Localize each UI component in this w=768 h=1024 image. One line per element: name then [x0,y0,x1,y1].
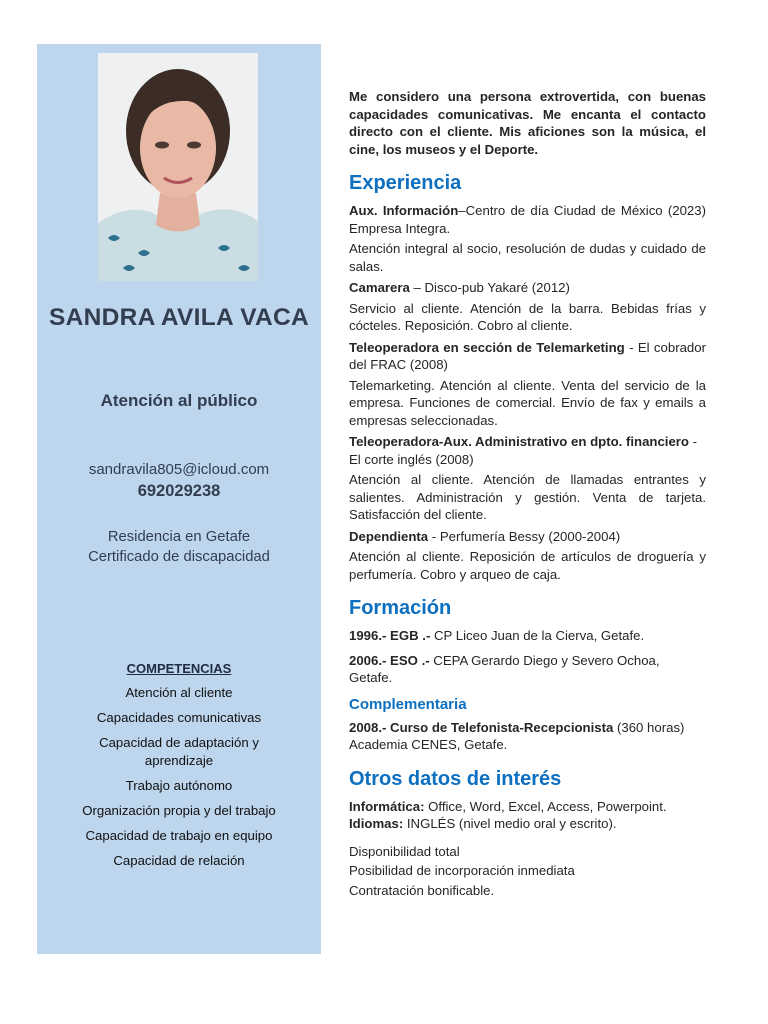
formacion-text: CEPA Gerardo Diego y Severo Ochoa, Getafe. [349,652,660,685]
competencia-item: Capacidades comunicativas [96,710,262,725]
informatica-label: Informática: [349,798,425,814]
job-role: Dependienta [349,528,429,544]
informatica-value: Office, Word, Excel, Access, Powerpoint. [424,798,667,814]
formacion-year: 1996.- EGB .- [349,628,431,643]
formacion-item [349,627,706,645]
formacion-item [349,652,706,687]
extra-item: Contratación bonificable. [349,882,495,898]
idiomas-label: Idiomas: [349,816,404,831]
competencia-item: Atención al cliente [125,685,233,700]
job-place: –Centro de día Ciudad de México (2023) Empresa Integra. [349,203,706,236]
job-entry [349,528,706,584]
competencia-item: Capacidad de trabajo en equipo [85,827,273,843]
candidate-name: SANDRA AVILA VACA [48,304,310,331]
job-role: Teleoperadora-Aux. Administrativo en dpto. financiero [349,434,689,449]
competencia-item: Capacidad de adaptación y aprendizaje [99,735,259,768]
complementaria-course: 2008.- Curso de Telefonista-Recepcionista [349,719,614,735]
job-role: Camarera [349,280,410,295]
job-description: Servicio al cliente. Atención de la barra. Bebidas frías y cócteles. Reposición. Cobro al cliente. [349,300,706,333]
intro-summary: Me considero una persona extrovertida, con buenas capacidades comunicativas. Me encanta el contacto directo con el cliente. Mis aficiones son la música, el cine, los museos y el Deporte. [349,89,706,157]
job-entry [349,433,706,524]
job-entry [349,202,706,275]
job-description: Atención al cliente. Atención de llamadas entrantes y salientes. Administración y gestión. Venta de tarjeta. Satisfacción del cliente. [349,472,706,522]
competencia-item: Organización propia y del trabajo [82,802,276,818]
residence-text: Residencia en Getafe [107,529,251,545]
job-role: Aux. Información [349,203,459,218]
extra-item: Posibilidad de incorporación inmediata [349,863,575,878]
complementaria-text: (360 horas) Academia CENES, Getafe. [349,719,685,752]
job-header [349,433,706,468]
main-content [349,88,706,900]
experiencia-heading: Experiencia [349,172,462,194]
job-header [349,528,706,546]
residence-info [37,527,321,567]
idiomas-line [349,815,706,833]
complementaria-heading: Complementaria [349,695,467,713]
job-header [349,279,706,297]
competencias-heading: COMPETENCIAS [126,661,232,676]
certificate-text: Certificado de discapacidad [88,549,270,565]
job-entry [349,279,706,335]
phone-number: 692029238 [137,482,221,500]
sidebar [37,44,321,954]
job-place: - El corte inglés (2008) [349,434,698,467]
formacion-text: CP Liceo Juan de la Cierva, Getafe. [430,628,645,643]
job-description: Atención integral al socio, resolución de dudas y cuidado de salas. [349,241,706,274]
job-header [349,339,706,374]
job-place: – Disco-pub Yakaré (2012) [409,280,570,295]
complementaria-item [349,719,706,754]
formacion-year: 2006.- ESO .- [349,652,430,668]
job-header [349,202,706,237]
formacion-heading: Formación [349,597,452,619]
job-description: Telemarketing. Atención al cliente. Venta del servicio de la empresa. Funciones de comercial. Envío de fax y emails a empresas seleccionadas. [349,377,706,428]
idiomas-value: INGLÉS (nivel medio oral y escrito). [403,816,617,831]
otros-heading: Otros datos de interés [349,767,562,790]
email-address: sandravila805@icloud.com [88,461,270,478]
job-entry [349,339,706,430]
job-description: Atención al cliente. Reposición de artículos de droguería y perfumería. Cobro y arqueo de caja. [349,549,706,582]
profile-photo [98,53,258,281]
informatica-line [349,798,706,816]
job-role: Teleoperadora en sección de Telemarketing [349,339,625,355]
portrait-image [98,53,258,281]
competencia-item: Capacidad de relación [113,852,245,868]
competencia-item: Trabajo autónomo [125,777,233,793]
competencias-list [37,684,321,877]
job-title: Atención al público [100,391,258,410]
job-place: - El cobrador del FRAC (2008) [349,339,706,372]
extra-item: Disponibilidad total [349,843,460,859]
job-place: - Perfumería Bessy (2000-2004) [428,528,621,544]
